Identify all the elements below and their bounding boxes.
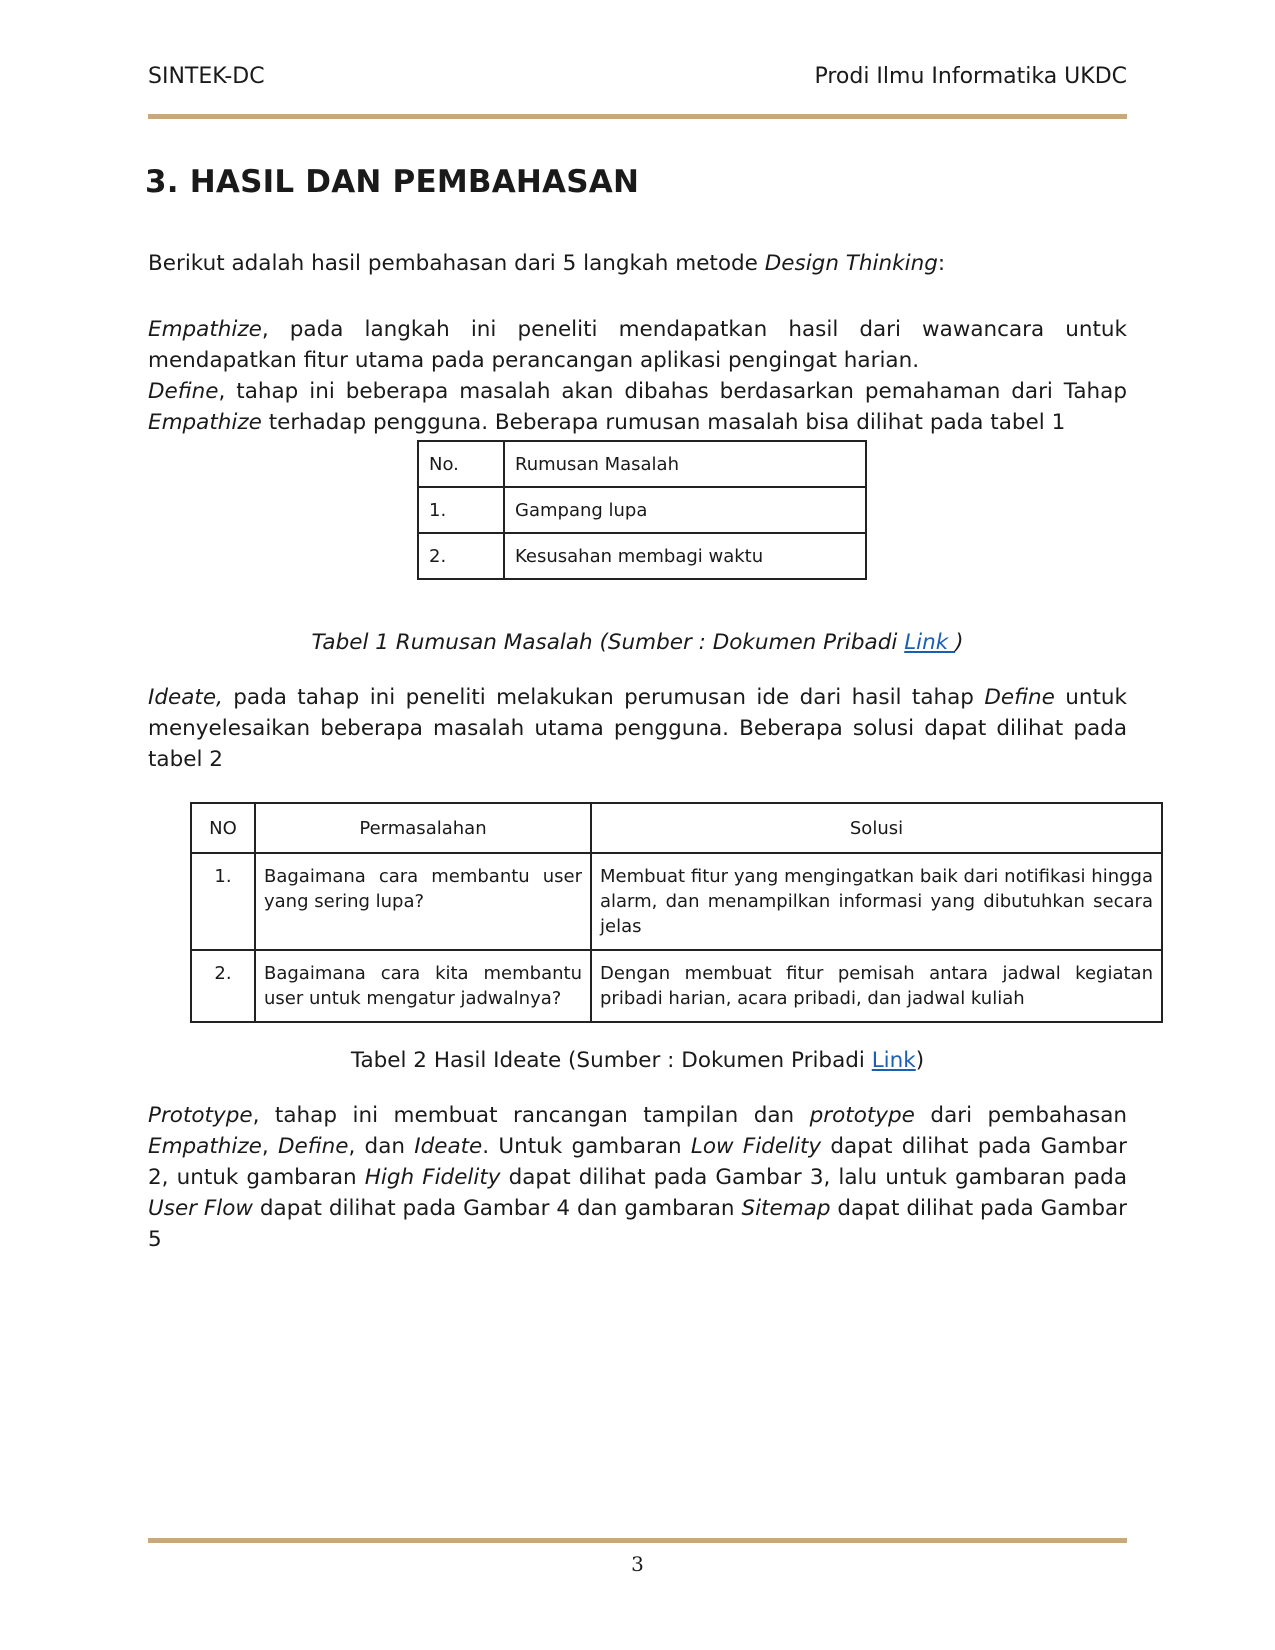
table-header-cell: Permasalahan — [255, 803, 591, 853]
table-cell: 1. — [418, 487, 504, 533]
footer-divider — [148, 1538, 1127, 1543]
table2-caption: Tabel 2 Hasil Ideate (Sumber : Dokumen Pribadi Link) — [350, 1048, 925, 1073]
source-link[interactable]: Link — [904, 630, 956, 655]
table-cell: Bagaimana cara kita membantu user untuk mengatur jadwalnya? — [255, 950, 591, 1022]
table-row — [418, 487, 866, 533]
define-paragraph: Define, tahap ini beberapa masalah akan dibahas berdasarkan pemahaman dari Tahap Empathize terhadap pengguna. Beberapa rumusan masalah bisa dilihat pada tabel 1 — [148, 379, 1127, 435]
table-header-cell: Rumusan Masalah — [504, 441, 866, 487]
table-cell: Bagaimana cara membantu user yang sering lupa? — [255, 853, 591, 950]
table-row — [191, 853, 1162, 950]
page-number: 3 — [631, 1552, 644, 1576]
intro-paragraph: Berikut adalah hasil pembahasan dari 5 langkah metode Design Thinking: — [148, 251, 946, 276]
table-cell: Gampang lupa — [504, 487, 866, 533]
source-link[interactable]: Link — [871, 1048, 916, 1073]
ideate-paragraph: Ideate, pada tahap ini peneliti melakukan perumusan ide dari hasil tahap Define untuk menyelesaikan beberapa masalah utama pengguna. Beberapa solusi dapat dilihat pada tabel 2 — [148, 685, 1127, 772]
table-cell: 2. — [191, 950, 255, 1022]
table-header-row — [418, 441, 866, 487]
prototype-paragraph: Prototype, tahap ini membuat rancangan tampilan dan prototype dari pembahasan Empathize, Define, dan Ideate. Untuk gambaran Low Fidelity dapat dilihat pada Gambar 2, untuk gambaran High Fidelity dapat dilihat pada Gambar 3, lalu untuk gambaran pada User Flow dapat dilihat pada Gambar 4 dan gambaran Sitemap dapat dilihat pada Gambar 5 — [148, 1103, 1128, 1252]
table-header-cell: No. — [418, 441, 504, 487]
table-cell: 2. — [418, 533, 504, 579]
running-header-program: Prodi Ilmu Informatika UKDC — [814, 64, 1127, 89]
table-hasil-ideate — [190, 802, 1163, 1023]
table-row — [191, 950, 1162, 1022]
table-header-row — [191, 803, 1162, 853]
table-cell: Kesusahan membagi waktu — [504, 533, 866, 579]
table-rumusan-masalah — [417, 440, 867, 580]
table-row — [418, 533, 866, 579]
empathize-paragraph: Empathize, pada langkah ini peneliti mendapatkan hasil dari wawancara untuk mendapatkan fitur utama pada perancangan aplikasi pengingat harian. — [148, 317, 1127, 373]
table-header-cell: Solusi — [591, 803, 1162, 853]
table-header-cell: NO — [191, 803, 255, 853]
table-cell: 1. — [191, 853, 255, 950]
header-divider — [148, 114, 1127, 119]
table-cell: Membuat fitur yang mengingatkan baik dari notifikasi hingga alarm, dan menampilkan informasi yang dibutuhkan secara jelas — [591, 853, 1162, 950]
table-cell: Dengan membuat fitur pemisah antara jadwal kegiatan pribadi harian, acara pribadi, dan jadwal kuliah — [591, 950, 1162, 1022]
section-title: 3. HASIL DAN PEMBAHASAN — [145, 164, 640, 200]
running-header-journal: SINTEK-DC — [148, 64, 265, 89]
table1-caption: Tabel 1 Rumusan Masalah (Sumber : Dokumen Pribadi Link ) — [311, 630, 964, 655]
